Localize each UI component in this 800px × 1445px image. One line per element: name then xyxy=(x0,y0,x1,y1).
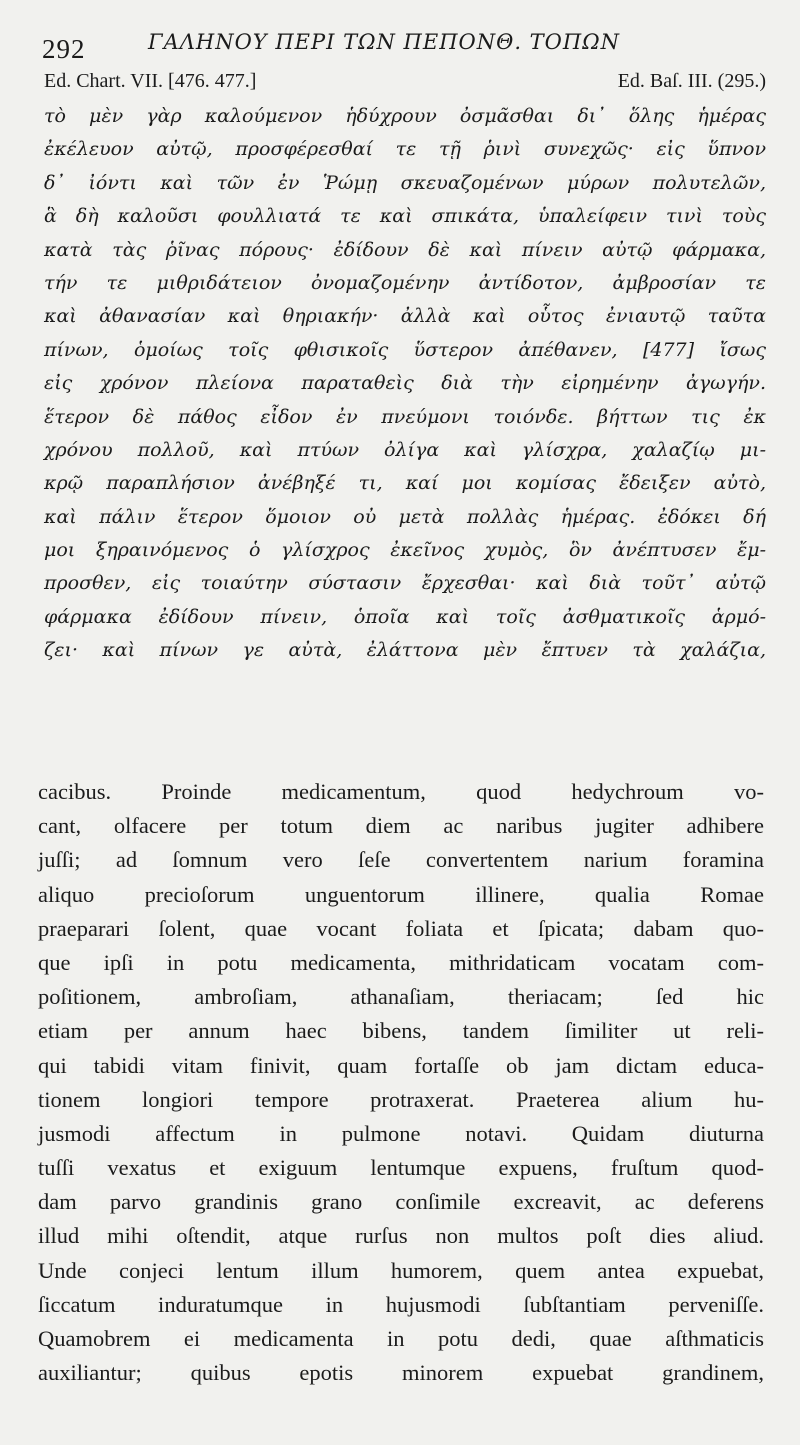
greek-text-line: μοι ξηραινόμενος ὁ γλίσχρος ἐκεῖνος χυμὸς, ὃν ἀνέπτυσεν ἔμ- xyxy=(44,539,766,562)
latin-text-line: Unde conjeci lentum illum humorem, quem antea expuebat, xyxy=(38,1257,764,1283)
greek-text-line: τήν τε μιθριδάτειον ὀνομαζομένην ἀντίδοτον, ἀμβροσίαν τε xyxy=(44,271,766,294)
latin-text-line: ſiccatum induratumque in hujusmodi ſubſtantiam perveniſſe. xyxy=(38,1291,764,1317)
greek-text-line: ζει· καὶ πίνων γε αὐτὰ, ἐλάττονα μὲν ἔπτυεν τὰ χαλάζια, xyxy=(44,639,766,662)
latin-text-block xyxy=(38,775,764,1390)
latin-text-line: poſitionem, ambroſiam, athanaſiam, theriacam; ſed hic xyxy=(38,984,764,1010)
greek-text-line: κατὰ τὰς ῥῖνας πόρους· ἐδίδουν δὲ καὶ πίνειν αὐτῷ φάρμακα, xyxy=(44,238,766,261)
page-number: 292 xyxy=(42,34,86,64)
latin-text-line: qui tabidi vitam finivit, quam fortaſſe ob jam dictam educa- xyxy=(38,1052,764,1078)
latin-text-line: Quamobrem ei medicamenta in potu dedi, quae aſthmaticis xyxy=(38,1326,764,1351)
greek-text-line: κρῷ παραπλήσιον ἀνέβηξέ τι, καί μοι κομίσας ἔδειξεν αὐτὸ, xyxy=(44,472,766,495)
greek-text-line: καὶ πάλιν ἕτερον ὅμοιον οὐ μετὰ πολλὰς ἡμέρας. ἐδόκει δή xyxy=(44,505,766,528)
greek-text-line: τὸ μὲν γὰρ καλούμενον ἡδύχρουν ὀσμᾶσθαι δι᾽ ὅλης ἡμέρας xyxy=(44,105,766,127)
latin-text-line: aliquo precioſorum unguentorum illinere, qualia Romae xyxy=(38,881,764,907)
latin-text-line: illud mihi oſtendit, atque rurſus non multos poſt dies aliud. xyxy=(38,1223,764,1249)
greek-text-line: φάρμακα ἐδίδουν πίνειν, ὁποῖα καὶ τοῖς ἀσθματικοῖς ἁρμό- xyxy=(44,605,766,628)
running-title: ΓΑΛΗΝΟΥ ΠΕΡΙ ΤΩΝ ΠΕΠΟΝΘ. ΤΟΠΩΝ xyxy=(148,30,620,54)
greek-text-line: εἰς χρόνον πλείονα παραταθεὶς διὰ τὴν εἰρημένην ἀγωγήν. xyxy=(44,372,766,395)
greek-text-line: πίνων, ὁμοίως τοῖς φθισικοῖς ὕστερον ἀπέθανεν, [477] ἴσως xyxy=(44,338,766,361)
latin-text-line: juſſi; ad ſomnum vero ſeſe convertentem narium foramina xyxy=(38,847,764,873)
greek-text-block xyxy=(38,100,766,668)
greek-text-line: προσθεν, εἰς τοιαύτην σύστασιν ἔρχεσθαι· καὶ διὰ τοῦτ᾽ αὐτῷ xyxy=(44,572,766,595)
greek-text-line: χρόνου πολλοῦ, καὶ πτύων ὀλίγα καὶ γλίσχρα, χαλαζίῳ μι- xyxy=(44,438,766,461)
latin-text-line: cacibus. Proinde medicamentum, quod hedychroum vo- xyxy=(38,779,764,804)
latin-text-line: cant, olfacere per totum diem ac naribus jugiter adhibere xyxy=(38,813,764,839)
greek-text-line: ἃ δὴ καλοῦσι φουλλιατά τε καὶ σπικάτα, ὑπαλείφειν τινὶ τοὺς xyxy=(44,205,766,228)
page-header xyxy=(38,28,766,62)
latin-text-line: tuſſi vexatus et exiguum lentumque expuens, fruſtum quod- xyxy=(38,1155,764,1181)
greek-text-line: καὶ ἀθανασίαν καὶ θηριακήν· ἀλλὰ καὶ οὗτος ἐνιαυτῷ ταῦτα xyxy=(44,305,766,328)
latin-text-line: jusmodi affectum in pulmone notavi. Quidam diuturna xyxy=(38,1120,764,1146)
edition-reference-left: Ed. Chart. VII. [476. 477.] xyxy=(44,70,257,92)
greek-text-line: ἕτερον δὲ πάθος εἶδον ἐν πνεύμονι τοιόνδε. βήττων τις ἐκ xyxy=(44,405,766,428)
latin-text-line: que ipſi in potu medicamenta, mithridaticam vocatam com- xyxy=(38,949,764,975)
greek-text-line: ἐκέλευον αὐτῷ, προσφέρεσθαί τε τῇ ῥινὶ συνεχῶς· εἰς ὕπνον xyxy=(44,138,766,161)
greek-text-line: δ᾽ ἰόντι καὶ τῶν ἐν Ῥώμῃ σκευαζομένων μύρων πολυτελῶν, xyxy=(44,171,766,194)
latin-text-line: dam parvo grandinis grano conſimile excreavit, ac deferens xyxy=(38,1189,764,1215)
edition-reference-line xyxy=(38,70,766,98)
edition-reference-right: Ed. Baſ. III. (295.) xyxy=(617,70,766,92)
latin-text-line: praeparari ſolent, quae vocant foliata et ſpicata; dabam quo- xyxy=(38,915,764,941)
latin-text-line: auxiliantur; quibus epotis minorem expuebat grandinem, xyxy=(38,1360,764,1386)
latin-text-line: etiam per annum haec bibens, tandem ſimiliter ut reli- xyxy=(38,1018,764,1044)
latin-text-line: tionem longiori tempore protraxerat. Praeterea alium hu- xyxy=(38,1086,764,1112)
